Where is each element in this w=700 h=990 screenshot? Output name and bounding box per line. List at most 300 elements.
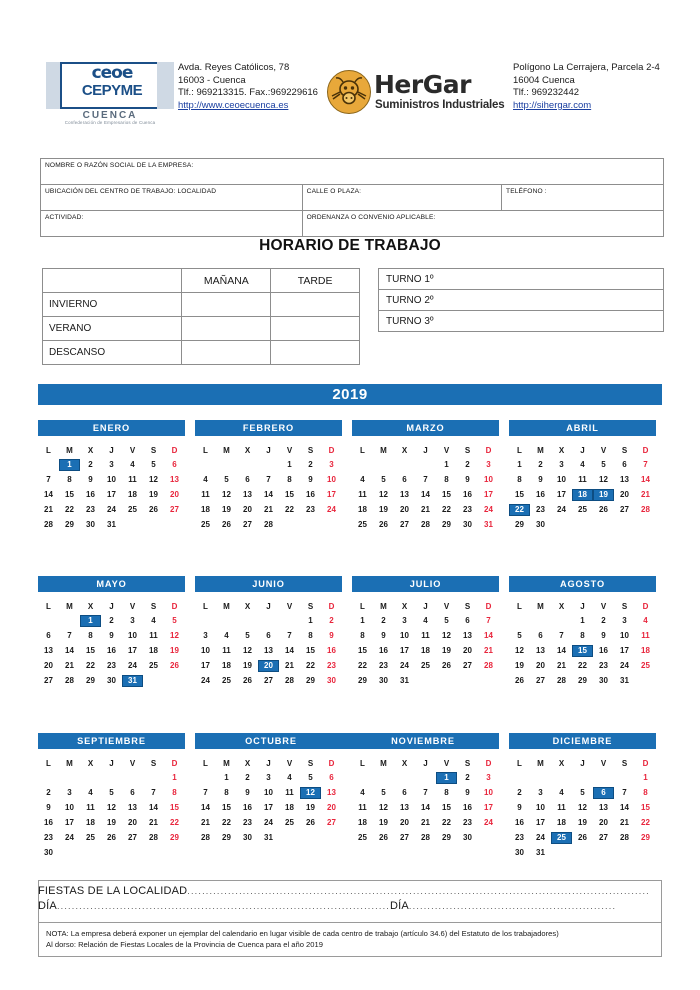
calendar-day[interactable]: 24 — [327, 505, 336, 514]
fiestas-dots[interactable]: ............................................................................................................................. — [187, 886, 650, 896]
calendar-day[interactable]: 3 — [329, 460, 334, 469]
calendar-day[interactable]: 13 — [170, 475, 179, 484]
calendar-day-holiday[interactable]: 15 — [572, 645, 593, 657]
calendar-day[interactable]: 21 — [285, 661, 294, 670]
calendar-day[interactable]: 3 — [109, 460, 114, 469]
calendar-day[interactable]: 17 — [620, 646, 629, 655]
calendar-day[interactable]: 22 — [285, 505, 294, 514]
calendar-day[interactable]: 11 — [557, 803, 566, 812]
calendar-day[interactable]: 8 — [172, 788, 177, 797]
calendar-day[interactable]: 20 — [400, 818, 409, 827]
calendar-day[interactable]: 6 — [245, 475, 250, 484]
calendar-day[interactable]: 4 — [423, 616, 428, 625]
field-company-name[interactable]: NOMBRE O RAZÓN SOCIAL DE LA EMPRESA: — [41, 159, 664, 185]
calendar-day[interactable]: 13 — [128, 803, 137, 812]
calendar-day[interactable]: 14 — [149, 803, 158, 812]
calendar-day[interactable]: 21 — [149, 818, 158, 827]
calendar-day[interactable]: 29 — [86, 676, 95, 685]
calendar-day[interactable]: 27 — [44, 676, 53, 685]
calendar-day[interactable]: 7 — [266, 475, 271, 484]
ceoe-website-link[interactable]: http://www.ceoecuenca.es — [178, 99, 289, 111]
calendar-day[interactable]: 16 — [86, 490, 95, 499]
calendar-day[interactable]: 8 — [580, 631, 585, 640]
calendar-day[interactable]: 11 — [149, 631, 158, 640]
calendar-day[interactable]: 28 — [557, 676, 566, 685]
calendar-day[interactable]: 31 — [620, 676, 629, 685]
schedule-cell-summer-morning[interactable] — [182, 317, 271, 341]
calendar-day[interactable]: 28 — [149, 833, 158, 842]
calendar-day[interactable]: 31 — [484, 520, 493, 529]
calendar-day[interactable]: 13 — [400, 803, 409, 812]
calendar-day[interactable]: 19 — [379, 818, 388, 827]
calendar-day[interactable]: 9 — [109, 631, 114, 640]
calendar-day[interactable]: 24 — [400, 661, 409, 670]
calendar-day[interactable]: 22 — [86, 661, 95, 670]
calendar-day[interactable]: 30 — [327, 676, 336, 685]
calendar-day-holiday[interactable]: 12 — [300, 787, 321, 799]
calendar-day[interactable]: 16 — [44, 818, 53, 827]
calendar-day[interactable]: 6 — [538, 631, 543, 640]
calendar-day[interactable]: 5 — [308, 773, 313, 782]
calendar-day[interactable]: 14 — [285, 646, 294, 655]
calendar-day[interactable]: 20 — [400, 505, 409, 514]
calendar-day[interactable]: 15 — [515, 490, 524, 499]
calendar-day[interactable]: 26 — [578, 833, 587, 842]
calendar-day-holiday[interactable]: 6 — [593, 787, 614, 799]
calendar-day[interactable]: 10 — [264, 788, 273, 797]
calendar-day[interactable]: 5 — [224, 475, 229, 484]
calendar-day[interactable]: 27 — [264, 676, 273, 685]
calendar-day[interactable]: 15 — [306, 646, 315, 655]
calendar-day[interactable]: 25 — [222, 676, 231, 685]
calendar-day[interactable]: 22 — [65, 505, 74, 514]
calendar-day[interactable]: 30 — [536, 520, 545, 529]
field-workplace-location[interactable]: UBICACIÓN DEL CENTRO DE TRABAJO: LOCALIDAD — [41, 185, 303, 211]
calendar-day[interactable]: 27 — [400, 833, 409, 842]
calendar-day[interactable]: 21 — [484, 646, 493, 655]
calendar-day[interactable]: 22 — [578, 661, 587, 670]
calendar-day[interactable]: 12 — [442, 631, 451, 640]
calendar-day[interactable]: 18 — [641, 646, 650, 655]
calendar-day[interactable]: 23 — [463, 818, 472, 827]
calendar-day[interactable]: 31 — [107, 520, 116, 529]
calendar-day[interactable]: 2 — [465, 460, 470, 469]
calendar-day[interactable]: 9 — [465, 475, 470, 484]
calendar-day[interactable]: 25 — [201, 520, 210, 529]
calendar-day[interactable]: 9 — [329, 631, 334, 640]
calendar-day[interactable]: 23 — [107, 661, 116, 670]
calendar-day[interactable]: 17 — [557, 490, 566, 499]
calendar-day[interactable]: 19 — [306, 803, 315, 812]
calendar-day[interactable]: 3 — [266, 773, 271, 782]
calendar-day[interactable]: 4 — [88, 788, 93, 797]
calendar-day[interactable]: 10 — [400, 631, 409, 640]
calendar-day[interactable]: 30 — [515, 848, 524, 857]
calendar-day-holiday[interactable]: 25 — [551, 832, 572, 844]
calendar-day[interactable]: 23 — [379, 661, 388, 670]
calendar-day[interactable]: 17 — [264, 803, 273, 812]
calendar-day[interactable]: 15 — [86, 646, 95, 655]
calendar-day[interactable]: 17 — [128, 646, 137, 655]
calendar-day[interactable]: 10 — [128, 631, 137, 640]
calendar-day[interactable]: 5 — [381, 475, 386, 484]
calendar-day[interactable]: 28 — [285, 676, 294, 685]
calendar-day[interactable]: 2 — [538, 460, 543, 469]
calendar-day[interactable]: 25 — [421, 661, 430, 670]
calendar-day[interactable]: 28 — [641, 505, 650, 514]
calendar-day[interactable]: 20 — [536, 661, 545, 670]
calendar-day[interactable]: 6 — [329, 773, 334, 782]
calendar-day[interactable]: 19 — [222, 505, 231, 514]
calendar-day-holiday[interactable]: 1 — [59, 459, 80, 471]
calendar-day[interactable]: 16 — [599, 646, 608, 655]
schedule-cell-summer-afternoon[interactable] — [271, 317, 360, 341]
calendar-day[interactable]: 29 — [578, 676, 587, 685]
calendar-day[interactable]: 25 — [86, 833, 95, 842]
calendar-day[interactable]: 3 — [402, 616, 407, 625]
calendar-day[interactable]: 24 — [128, 661, 137, 670]
calendar-day[interactable]: 26 — [379, 520, 388, 529]
calendar-day[interactable]: 14 — [620, 803, 629, 812]
calendar-day[interactable]: 28 — [44, 520, 53, 529]
calendar-day[interactable]: 20 — [128, 818, 137, 827]
calendar-day[interactable]: 7 — [643, 460, 648, 469]
calendar-day[interactable]: 14 — [201, 803, 210, 812]
calendar-day[interactable]: 23 — [515, 833, 524, 842]
calendar-day[interactable]: 6 — [402, 475, 407, 484]
calendar-day[interactable]: 27 — [327, 818, 336, 827]
calendar-day[interactable]: 23 — [44, 833, 53, 842]
calendar-day[interactable]: 29 — [358, 676, 367, 685]
calendar-day[interactable]: 24 — [484, 505, 493, 514]
calendar-day[interactable]: 10 — [620, 631, 629, 640]
calendar-day-holiday[interactable]: 18 — [572, 489, 593, 501]
calendar-day[interactable]: 31 — [536, 848, 545, 857]
calendar-day[interactable]: 17 — [65, 818, 74, 827]
calendar-day[interactable]: 2 — [329, 616, 334, 625]
calendar-day[interactable]: 26 — [243, 676, 252, 685]
calendar-day[interactable]: 4 — [559, 788, 564, 797]
calendar-day[interactable]: 10 — [107, 475, 116, 484]
calendar-day[interactable]: 7 — [423, 475, 428, 484]
calendar-day[interactable]: 17 — [107, 490, 116, 499]
calendar-day[interactable]: 25 — [285, 818, 294, 827]
calendar-day[interactable]: 9 — [601, 631, 606, 640]
calendar-day[interactable]: 23 — [243, 818, 252, 827]
calendar-day[interactable]: 28 — [620, 833, 629, 842]
calendar-day[interactable]: 18 — [201, 505, 210, 514]
calendar-day[interactable]: 24 — [264, 818, 273, 827]
calendar-day[interactable]: 22 — [222, 818, 231, 827]
calendar-day[interactable]: 4 — [203, 475, 208, 484]
calendar-day[interactable]: 26 — [599, 505, 608, 514]
calendar-day[interactable]: 3 — [622, 616, 627, 625]
calendar-day[interactable]: 9 — [538, 475, 543, 484]
calendar-day[interactable]: 18 — [149, 646, 158, 655]
calendar-day[interactable]: 14 — [421, 490, 430, 499]
calendar-day[interactable]: 5 — [245, 631, 250, 640]
calendar-day[interactable]: 3 — [203, 631, 208, 640]
calendar-day[interactable]: 18 — [421, 646, 430, 655]
calendar-day[interactable]: 27 — [620, 505, 629, 514]
calendar-day[interactable]: 20 — [243, 505, 252, 514]
calendar-day[interactable]: 4 — [580, 460, 585, 469]
calendar-day[interactable]: 17 — [400, 646, 409, 655]
calendar-day[interactable]: 13 — [536, 646, 545, 655]
calendar-day[interactable]: 23 — [306, 505, 315, 514]
calendar-day[interactable]: 11 — [578, 475, 587, 484]
calendar-day[interactable]: 6 — [402, 788, 407, 797]
calendar-day[interactable]: 31 — [264, 833, 273, 842]
calendar-day[interactable]: 19 — [515, 661, 524, 670]
calendar-day[interactable]: 27 — [599, 833, 608, 842]
calendar-day[interactable]: 21 — [641, 490, 650, 499]
calendar-day[interactable]: 18 — [358, 505, 367, 514]
calendar-day[interactable]: 19 — [107, 818, 116, 827]
calendar-day[interactable]: 11 — [358, 803, 367, 812]
calendar-day[interactable]: 9 — [517, 803, 522, 812]
calendar-day[interactable]: 8 — [444, 788, 449, 797]
calendar-day[interactable]: 8 — [287, 475, 292, 484]
calendar-day[interactable]: 9 — [245, 788, 250, 797]
schedule-cell-break-afternoon[interactable] — [271, 341, 360, 365]
calendar-day[interactable]: 29 — [306, 676, 315, 685]
calendar-day[interactable]: 11 — [285, 788, 294, 797]
calendar-day[interactable]: 16 — [536, 490, 545, 499]
calendar-day[interactable]: 14 — [44, 490, 53, 499]
calendar-day[interactable]: 27 — [463, 661, 472, 670]
calendar-day[interactable]: 21 — [421, 818, 430, 827]
calendar-day[interactable]: 10 — [557, 475, 566, 484]
calendar-day[interactable]: 24 — [536, 833, 545, 842]
calendar-day[interactable]: 10 — [327, 475, 336, 484]
calendar-day[interactable]: 5 — [151, 460, 156, 469]
calendar-day[interactable]: 13 — [327, 788, 336, 797]
calendar-day[interactable]: 22 — [306, 661, 315, 670]
calendar-day[interactable]: 30 — [599, 676, 608, 685]
calendar-day[interactable]: 12 — [578, 803, 587, 812]
calendar-day[interactable]: 5 — [109, 788, 114, 797]
calendar-day[interactable]: 14 — [641, 475, 650, 484]
calendar-day[interactable]: 23 — [86, 505, 95, 514]
calendar-day-holiday[interactable]: 31 — [122, 675, 143, 687]
calendar-day-holiday[interactable]: 22 — [509, 504, 530, 516]
calendar-day[interactable]: 16 — [107, 646, 116, 655]
calendar-day[interactable]: 8 — [67, 475, 72, 484]
calendar-day[interactable]: 26 — [107, 833, 116, 842]
calendar-day[interactable]: 26 — [222, 520, 231, 529]
calendar-day[interactable]: 27 — [128, 833, 137, 842]
calendar-day[interactable]: 10 — [65, 803, 74, 812]
calendar-day[interactable]: 16 — [463, 803, 472, 812]
calendar-day[interactable]: 1 — [172, 773, 177, 782]
calendar-day[interactable]: 1 — [224, 773, 229, 782]
calendar-day[interactable]: 14 — [484, 631, 493, 640]
calendar-day[interactable]: 6 — [172, 460, 177, 469]
calendar-day[interactable]: 16 — [243, 803, 252, 812]
calendar-day[interactable]: 10 — [484, 475, 493, 484]
calendar-day[interactable]: 24 — [557, 505, 566, 514]
calendar-day[interactable]: 14 — [421, 803, 430, 812]
calendar-day[interactable]: 21 — [620, 818, 629, 827]
calendar-day[interactable]: 2 — [517, 788, 522, 797]
calendar-day[interactable]: 16 — [327, 646, 336, 655]
calendar-day[interactable]: 12 — [379, 490, 388, 499]
calendar-day[interactable]: 21 — [421, 505, 430, 514]
dia-dots-1[interactable]: .......................................................................................... — [56, 901, 390, 911]
schedule-cell-winter-morning[interactable] — [182, 293, 271, 317]
calendar-day[interactable]: 11 — [86, 803, 95, 812]
calendar-day[interactable]: 7 — [622, 788, 627, 797]
calendar-day[interactable]: 30 — [463, 520, 472, 529]
calendar-day[interactable]: 14 — [65, 646, 74, 655]
calendar-day[interactable]: 24 — [484, 818, 493, 827]
calendar-day[interactable]: 3 — [559, 460, 564, 469]
calendar-day[interactable]: 20 — [620, 490, 629, 499]
calendar-day[interactable]: 22 — [170, 818, 179, 827]
calendar-day[interactable]: 28 — [421, 833, 430, 842]
calendar-day[interactable]: 13 — [620, 475, 629, 484]
calendar-day[interactable]: 18 — [86, 818, 95, 827]
calendar-day[interactable]: 18 — [222, 661, 231, 670]
calendar-day[interactable]: 25 — [128, 505, 137, 514]
field-street[interactable]: CALLE O PLAZA: — [302, 185, 501, 211]
calendar-day[interactable]: 18 — [358, 818, 367, 827]
calendar-day[interactable]: 11 — [128, 475, 137, 484]
calendar-day[interactable]: 1 — [580, 616, 585, 625]
calendar-day[interactable]: 3 — [486, 773, 491, 782]
calendar-day[interactable]: 8 — [444, 475, 449, 484]
calendar-day[interactable]: 23 — [599, 661, 608, 670]
calendar-day[interactable]: 27 — [536, 676, 545, 685]
calendar-day-holiday[interactable]: 20 — [258, 660, 279, 672]
calendar-day[interactable]: 21 — [557, 661, 566, 670]
calendar-day[interactable]: 9 — [465, 788, 470, 797]
calendar-day[interactable]: 11 — [421, 631, 430, 640]
calendar-day[interactable]: 26 — [379, 833, 388, 842]
calendar-day[interactable]: 12 — [379, 803, 388, 812]
shift-3[interactable]: TURNO 3º — [378, 310, 664, 332]
calendar-day[interactable]: 26 — [515, 676, 524, 685]
calendar-day[interactable]: 15 — [170, 803, 179, 812]
calendar-day[interactable]: 4 — [130, 460, 135, 469]
calendar-day[interactable]: 7 — [67, 631, 72, 640]
calendar-day[interactable]: 12 — [222, 490, 231, 499]
calendar-day[interactable]: 31 — [400, 676, 409, 685]
calendar-day[interactable]: 16 — [463, 490, 472, 499]
calendar-day[interactable]: 1 — [360, 616, 365, 625]
calendar-day[interactable]: 9 — [46, 803, 51, 812]
calendar-day[interactable]: 26 — [306, 818, 315, 827]
calendar-day[interactable]: 29 — [641, 833, 650, 842]
calendar-day[interactable]: 15 — [442, 490, 451, 499]
calendar-day[interactable]: 10 — [201, 646, 210, 655]
calendar-day[interactable]: 18 — [128, 490, 137, 499]
calendar-day[interactable]: 30 — [44, 848, 53, 857]
calendar-day[interactable]: 14 — [557, 646, 566, 655]
calendar-day-holiday[interactable]: 1 — [80, 615, 101, 627]
calendar-day[interactable]: 8 — [224, 788, 229, 797]
calendar-day[interactable]: 30 — [463, 833, 472, 842]
calendar-day[interactable]: 9 — [381, 631, 386, 640]
calendar-day[interactable]: 28 — [201, 833, 210, 842]
calendar-day[interactable]: 24 — [107, 505, 116, 514]
calendar-day[interactable]: 28 — [421, 520, 430, 529]
calendar-day[interactable]: 14 — [264, 490, 273, 499]
field-activity[interactable]: ACTIVIDAD: — [41, 211, 303, 237]
calendar-day[interactable]: 11 — [222, 646, 231, 655]
calendar-day[interactable]: 12 — [599, 475, 608, 484]
calendar-day[interactable]: 17 — [536, 818, 545, 827]
calendar-day[interactable]: 21 — [44, 505, 53, 514]
calendar-day[interactable]: 17 — [484, 490, 493, 499]
calendar-day[interactable]: 23 — [463, 505, 472, 514]
calendar-day[interactable]: 7 — [46, 475, 51, 484]
calendar-day[interactable]: 20 — [44, 661, 53, 670]
calendar-day[interactable]: 23 — [536, 505, 545, 514]
calendar-day[interactable]: 5 — [601, 460, 606, 469]
calendar-day[interactable]: 7 — [151, 788, 156, 797]
calendar-day[interactable]: 7 — [423, 788, 428, 797]
calendar-day[interactable]: 25 — [358, 833, 367, 842]
calendar-day[interactable]: 13 — [243, 490, 252, 499]
calendar-day[interactable]: 22 — [442, 505, 451, 514]
calendar-day[interactable]: 5 — [381, 788, 386, 797]
calendar-day[interactable]: 28 — [264, 520, 273, 529]
calendar-day[interactable]: 27 — [170, 505, 179, 514]
calendar-day[interactable]: 26 — [170, 661, 179, 670]
calendar-day[interactable]: 19 — [243, 661, 252, 670]
calendar-day[interactable]: 3 — [130, 616, 135, 625]
calendar-day[interactable]: 2 — [308, 460, 313, 469]
calendar-day[interactable]: 10 — [536, 803, 545, 812]
calendar-day[interactable]: 16 — [515, 818, 524, 827]
calendar-day[interactable]: 3 — [67, 788, 72, 797]
calendar-day[interactable]: 1 — [287, 460, 292, 469]
calendar-day[interactable]: 25 — [641, 661, 650, 670]
calendar-day[interactable]: 4 — [360, 788, 365, 797]
calendar-day[interactable]: 22 — [358, 661, 367, 670]
calendar-day[interactable]: 16 — [306, 490, 315, 499]
calendar-day[interactable]: 22 — [641, 818, 650, 827]
calendar-day[interactable]: 26 — [149, 505, 158, 514]
calendar-day[interactable]: 21 — [201, 818, 210, 827]
calendar-day[interactable]: 24 — [620, 661, 629, 670]
calendar-day[interactable]: 27 — [400, 520, 409, 529]
calendar-day[interactable]: 9 — [308, 475, 313, 484]
calendar-day[interactable]: 1 — [517, 460, 522, 469]
calendar-day[interactable]: 4 — [224, 631, 229, 640]
calendar-day[interactable]: 30 — [379, 676, 388, 685]
calendar-day[interactable]: 21 — [264, 505, 273, 514]
calendar-day[interactable]: 5 — [444, 616, 449, 625]
calendar-day[interactable]: 4 — [151, 616, 156, 625]
calendar-day[interactable]: 29 — [442, 833, 451, 842]
field-agreement[interactable]: ORDENANZA O CONVENIO APLICABLE: — [302, 211, 663, 237]
calendar-day[interactable]: 6 — [266, 631, 271, 640]
calendar-day[interactable]: 7 — [287, 631, 292, 640]
calendar-day[interactable]: 26 — [442, 661, 451, 670]
calendar-day[interactable]: 30 — [107, 676, 116, 685]
calendar-day[interactable]: 17 — [201, 661, 210, 670]
calendar-day[interactable]: 20 — [463, 646, 472, 655]
calendar-day[interactable]: 6 — [465, 616, 470, 625]
calendar-day[interactable]: 5 — [580, 788, 585, 797]
calendar-day[interactable]: 28 — [484, 661, 493, 670]
calendar-day[interactable]: 29 — [170, 833, 179, 842]
calendar-day[interactable]: 30 — [86, 520, 95, 529]
calendar-day[interactable]: 1 — [308, 616, 313, 625]
